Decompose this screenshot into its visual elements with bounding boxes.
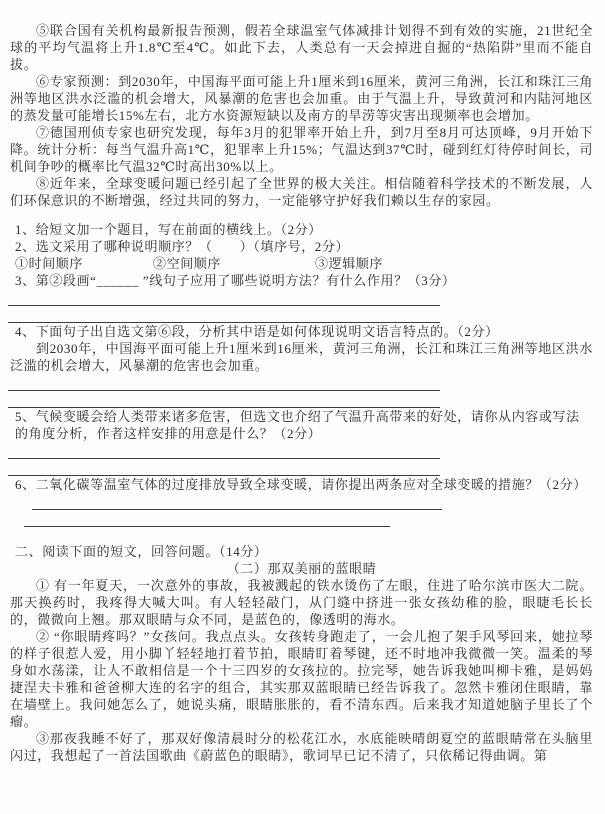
question-3: 3、第②段画“______ ”线句子应用了哪些说明方法？有什么作用？（3分）	[15, 273, 456, 288]
questions-section	[10, 221, 593, 527]
option-space-order: ②空间顺序	[153, 256, 222, 271]
question-6: 6、二氧化碳等温室气体的过度排放导致全球变暖，请你提出两条应对全球变暖的措施？（2分）	[15, 477, 587, 492]
passage2-paragraph-2: ② “你眼睛疼吗？”女孩问。我点点头。女孩转身跑走了，一会儿抱了架手风琴回来，她拉琴的样子很惹人爱，用小脚丫轻轻地打着节拍，眼睛盯着琴键，还不时地冲我微微一笑。温柔的琴身如水荡漾，让人不敢相信是一个十三四岁的女孩拉的。拉完琴，她告诉我她叫柳卡雅，是妈妈捷涅夫卡雅和爸爸柳大连的名字的组合，其实那双蓝眼睛已经告诉我了。忽然卡雅闭住眼睛，靠在墙壁上。我问她怎么了，她说头痛，眼睛胀胀的，看不清东西。后来我才知道她脑子里长了个瘤。	[10, 629, 593, 729]
answer-line	[8, 459, 440, 476]
answer-line	[8, 292, 440, 306]
question-4-quoted-sentence: 到2030年，中国海平面可能上升1厘米到16厘米，黄河三角洲，长江和珠江三角洲等地区洪水泛滥的机会增大，风暴潮的危害也会加重。	[10, 341, 593, 373]
answer-line	[32, 496, 442, 510]
passage1-paragraph-8: ⑧近年来，全球变暖问题已经引起了全世界的极大关注。相信随着科学技术的不断发展，人们环保意识的不断增强，经过共同的努力，一定能够守护好我们赖以生存的家园。	[10, 176, 593, 208]
section-2-heading: 二、阅读下面的短文，回答问题。（14分）	[15, 544, 268, 559]
passage-2-title: （二）那双美丽的蓝眼睛	[226, 561, 377, 576]
answer-line	[8, 377, 440, 391]
question-1: 1、给短文加一个题目，写在前面的横线上。（2分）	[15, 222, 322, 237]
question-4: 4、下面句子出自选文第⑥段，分析其中语是如何体现说明文语言特点的。（2分）	[15, 324, 499, 339]
answer-line	[24, 510, 390, 527]
option-time-order: ①时间顺序	[15, 256, 84, 271]
passage1-paragraph-5: ⑤联合国有关机构最新报告预测，假若全球温室气体减排计划得不到有效的实施，21世纪全球的平均气温将上升1.8℃至4℃。如此下去，人类总有一天会掉进自掘的“热陷阱”里而不能自拔。	[10, 23, 593, 72]
option-logic-order: ③逻辑顺序	[315, 256, 384, 271]
question-5: 5、气候变暖会给人类带来诸多危害，但选文也介绍了气温升高带来的好处，请你从内容或写法的角度分析，作者这样安排的用意是什么？（2分）	[15, 409, 580, 441]
passage2-paragraph-3: ③那夜我睡不好了，那双好像清晨时分的松花江水，水底能映晴朗夏空的蓝眼睛常在头脑里闪过，我想起了一首法国歌曲《蔚蓝色的眼睛》，歌词早已记不清了，只依稀记得曲调。第	[10, 731, 593, 763]
reading-passage-2	[10, 543, 593, 764]
passage1-paragraph-6: ⑥专家预测：到2030年，中国海平面可能上升1厘米到16厘米，黄河三角洲，长江和珠江三角洲等地区洪水泛滥的机会增大，风暴潮的危害也会加重。由于气温上升，导致黄河和内陆河地区的蒸发量可能增长15%左右，北方水资源短缺以及南方的旱涝等灾害出现频率也会增加。	[10, 74, 593, 123]
passage1-paragraph-7: ⑦德国刑侦专家也研究发现，每年3月的犯罪率开始上升，到7月至8月可达顶峰，9月开始下降。统计分析：每当气温升高1℃，犯罪率上升15%；气温达到37℃时，碰到红灯待停时间长，司机间争吵的概率比气温32℃时高出30%以上。	[10, 125, 593, 174]
question-2-options	[10, 255, 593, 272]
answer-line	[8, 445, 440, 459]
passage2-paragraph-1: ① 有一年夏天，一次意外的事故，我被溅起的铁水烫伤了左眼，住进了哈尔滨市医大二院。那天换药时，我疼得大喊大叫。有人轻轻敲门，从门缝中挤进一张女孩幼稚的脸，眼睫毛长长的，微微向上翘。那双眼睛与众不同，是蓝色的，像透明的海水。	[10, 578, 593, 627]
question-2: 2、选文采用了哪种说明顺序？（ ）（填序号，2分）	[15, 239, 350, 254]
reading-passage-1	[10, 22, 593, 209]
answer-line	[8, 306, 440, 323]
answer-line	[8, 391, 440, 408]
